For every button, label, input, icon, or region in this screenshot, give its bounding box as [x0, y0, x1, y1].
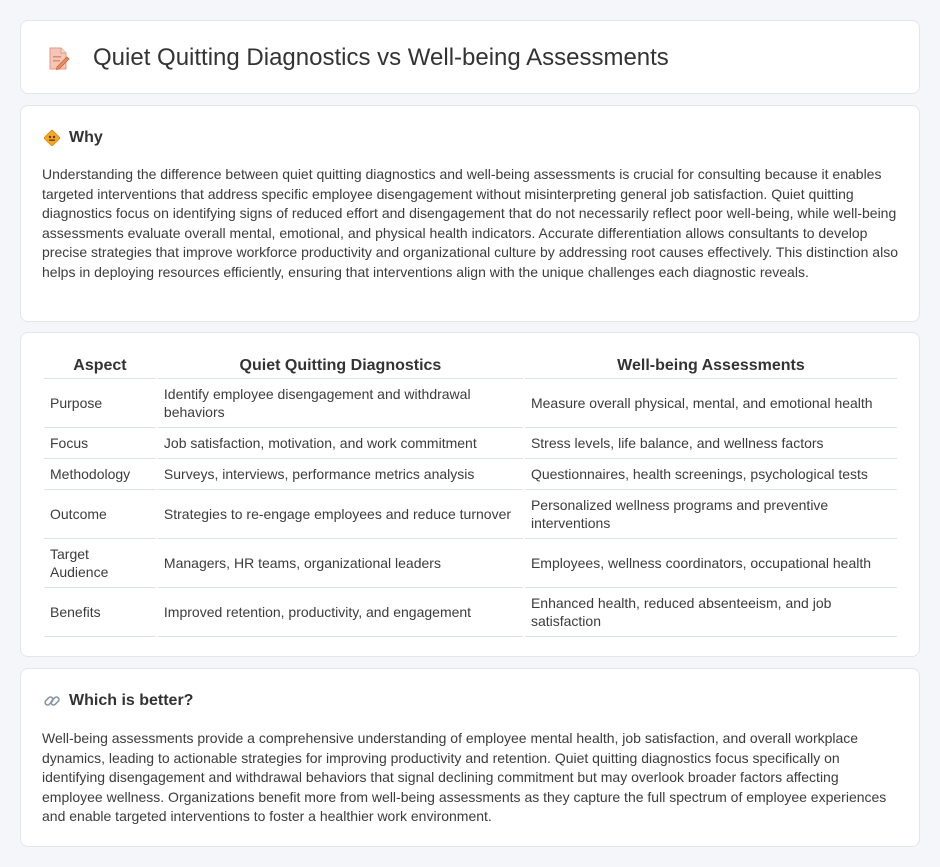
- row-quiet-quitting: Strategies to re-engage employees and reduce turnover: [158, 490, 523, 539]
- row-well-being: Questionnaires, health screenings, psychological tests: [525, 459, 897, 490]
- row-aspect: Benefits: [44, 588, 156, 637]
- which-is-better-section: [20, 668, 920, 847]
- diamond-sign-icon: [43, 129, 61, 147]
- why-section: [20, 105, 920, 322]
- comparison-table: [42, 353, 899, 637]
- comparison-card: [20, 332, 920, 657]
- document-pencil-icon: [48, 47, 70, 71]
- link-icon: [43, 692, 61, 710]
- row-quiet-quitting: Identify employee disengagement and withdrawal behaviors: [158, 379, 523, 428]
- why-paragraph: Understanding the difference between quiet quitting diagnostics and well-being assessments is crucial for consulting because it enables targeted interventions that address specific employee disengagement without misinterpreting general job satisfaction. Quiet quitting diagnostics focus on identifying signs of reduced effort and disengagement that do not necessarily reflect poor well-being, while well-being assessments evaluate overall mental, emotional, and physical health indicators. Accurate differentiation allows consultants to develop precise strategies that improve workforce productivity and organizational culture by addressing root causes effectively. This distinction also helps in deploying resources efficiently, ensuring that interventions align with the unique challenges each diagnostic reveals.: [42, 166, 898, 280]
- header-well-being: Well-being Assessments: [525, 353, 897, 379]
- table-row: [44, 379, 897, 428]
- row-quiet-quitting: Managers, HR teams, organizational leaders: [158, 539, 523, 588]
- table-header-row: [44, 353, 897, 379]
- why-heading-row: [43, 128, 103, 148]
- row-quiet-quitting: Surveys, interviews, performance metrics analysis: [158, 459, 523, 490]
- row-aspect: Outcome: [44, 490, 156, 539]
- row-well-being: Employees, wellness coordinators, occupational health: [525, 539, 897, 588]
- row-well-being: Personalized wellness programs and preventive interventions: [525, 490, 897, 539]
- table-row: [44, 539, 897, 588]
- page-title: Quiet Quitting Diagnostics vs Well-being Assessments: [93, 44, 669, 71]
- better-heading: Which is better?: [69, 692, 194, 709]
- row-aspect: Methodology: [44, 459, 156, 490]
- better-paragraph: Well-being assessments provide a comprehensive understanding of employee mental health, job satisfaction, and overall workplace dynamics, leading to actionable strategies for improving productivity and retention. Quiet quitting diagnostics focus specifically on identifying disengagement and withdrawal behaviors that signal declining commitment but may overlook broader factors affecting employee wellness. Organizations benefit more from well-being assessments as they capture the full spectrum of employee experiences and enable targeted interventions to foster a healthier work environment.: [42, 730, 887, 825]
- row-quiet-quitting: Job satisfaction, motivation, and work commitment: [158, 428, 523, 459]
- row-aspect: Focus: [44, 428, 156, 459]
- header-aspect: Aspect: [44, 353, 156, 379]
- row-well-being: Stress levels, life balance, and wellness factors: [525, 428, 897, 459]
- header-card: [20, 20, 920, 94]
- row-well-being: Enhanced health, reduced absenteeism, and job satisfaction: [525, 588, 897, 637]
- table-row: [44, 428, 897, 459]
- row-aspect: Purpose: [44, 379, 156, 428]
- why-heading: Why: [69, 129, 103, 146]
- row-quiet-quitting: Improved retention, productivity, and engagement: [158, 588, 523, 637]
- table-row: [44, 459, 897, 490]
- table-row: [44, 490, 897, 539]
- better-heading-row: [43, 691, 193, 711]
- row-well-being: Measure overall physical, mental, and emotional health: [525, 379, 897, 428]
- header-quiet-quitting: Quiet Quitting Diagnostics: [158, 353, 523, 379]
- row-aspect: Target Audience: [44, 539, 156, 588]
- table-row: [44, 588, 897, 637]
